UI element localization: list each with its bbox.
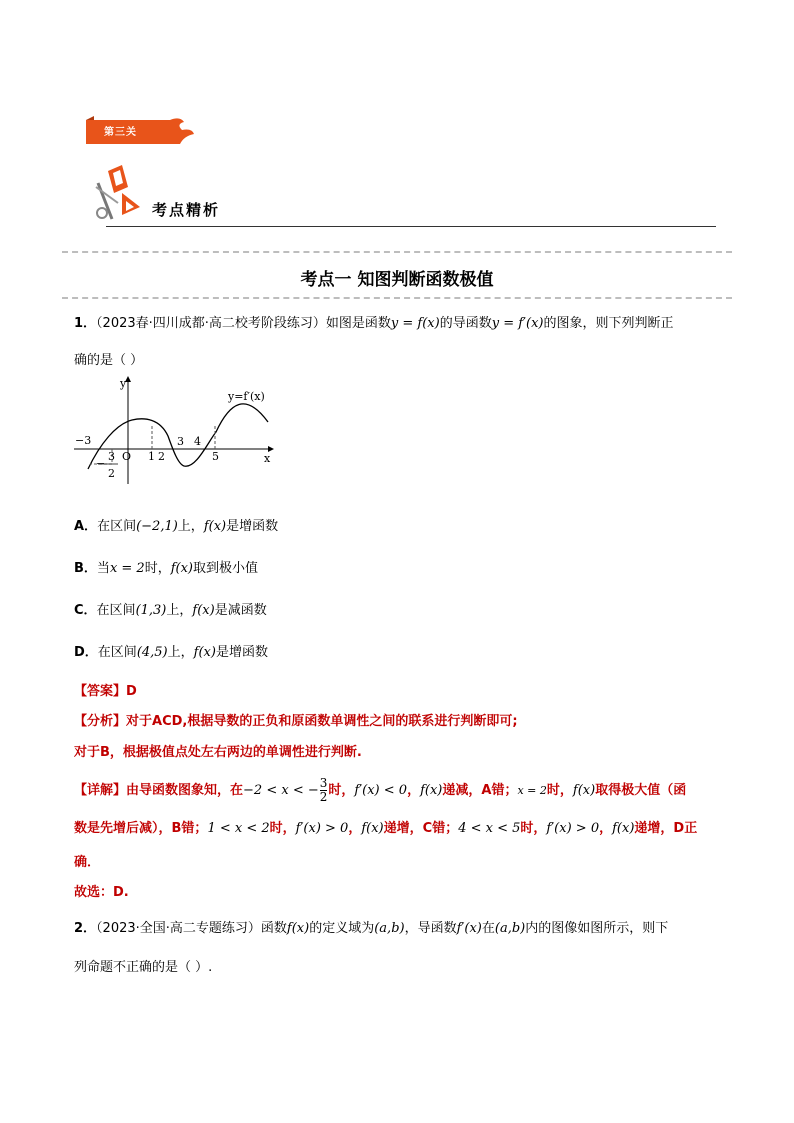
- option-b-post: 时，: [144, 561, 171, 576]
- q1-stem-line2: 确的是（ ）: [74, 353, 144, 368]
- detail-2d: 时，: [269, 821, 296, 836]
- tick-label-3: 3: [177, 435, 184, 448]
- option-a-post: 上，: [177, 519, 204, 534]
- detail-2f: ，: [348, 821, 362, 836]
- detail-line3: 确．: [74, 855, 101, 870]
- detail-2j: 4 < x < 5: [458, 821, 521, 836]
- tick-label-frac-num: 3: [108, 450, 115, 463]
- q2-number: 2．: [74, 921, 97, 936]
- x-axis-label: x: [264, 452, 271, 465]
- answer-value: D: [126, 684, 137, 699]
- tick-label-frac-minus: −: [96, 457, 106, 470]
- option-a-letter: A．: [74, 519, 98, 534]
- analysis-line2: 对于B，根据极值点处左右两边的单调性进行判断.: [74, 745, 362, 760]
- tick-label-5: 5: [212, 450, 219, 463]
- detail-frac-den: 2: [319, 790, 328, 804]
- q2-stem-line2: 列命题不正确的是（ ）.: [74, 960, 213, 975]
- q2-stem-e: 内的图像如图所示，则下: [525, 921, 669, 936]
- q1-expr-f: y = f(x): [390, 316, 440, 331]
- option-d-math: (4,5): [136, 645, 168, 660]
- q1-expr-fprime: y = f′(x): [491, 316, 544, 331]
- answer-tag: 【答案】: [74, 684, 127, 699]
- option-b: [74, 557, 258, 576]
- detail-2k: 时，: [520, 821, 547, 836]
- detail-2p: D正: [673, 821, 698, 836]
- y-axis-label: y: [120, 377, 127, 390]
- detail-2o: 递增，: [634, 821, 674, 836]
- tick-label-4: 4: [194, 435, 201, 448]
- q2-fpx: f′(x): [456, 921, 482, 936]
- option-c-math: (1,3): [135, 603, 167, 618]
- detail-2e: f′(x) > 0: [295, 821, 349, 836]
- detail-1e: ，: [407, 783, 421, 798]
- tick-label-2: 2: [158, 450, 165, 463]
- detail-2g: f(x): [361, 821, 384, 836]
- detail-2i: C错；: [422, 821, 459, 836]
- detail-2b: B错；: [171, 821, 208, 836]
- detail-1b: −2 < x < −: [243, 783, 319, 798]
- section-title: 考点精析: [152, 201, 221, 219]
- q1-number: 1．: [74, 316, 97, 331]
- q1-stem-line1: [74, 312, 674, 331]
- q2-stem-line1: [74, 917, 668, 936]
- q1-stem-c: 的图象，则下列判断正: [543, 316, 674, 331]
- detail-tag: 【详解】: [74, 783, 127, 798]
- option-a-tail: 是增函数: [226, 519, 279, 534]
- detail-2c: 1 < x < 2: [207, 821, 270, 836]
- derivative-graph: [70, 374, 274, 486]
- detail-1a: 由导函数图象知，在: [126, 783, 244, 798]
- tick-label-frac-den: 2: [108, 467, 115, 480]
- option-d: [74, 641, 268, 660]
- detail-1k: f(x): [572, 783, 596, 798]
- dashed-divider-top: [62, 251, 732, 253]
- detail-2a: 数是先增后减），: [74, 821, 172, 836]
- analysis-tag: 【分析】: [74, 714, 127, 729]
- detail-1g: 递减，: [442, 783, 482, 798]
- option-d-fx: f(x): [193, 645, 216, 660]
- option-d-post: 上，: [167, 645, 194, 660]
- option-c: [74, 599, 267, 618]
- dashed-divider-bottom: [62, 297, 732, 299]
- option-c-pre: 在区间: [96, 603, 136, 618]
- option-d-tail: 是增函数: [215, 645, 268, 660]
- q1-stem-a: 如图是函数: [325, 316, 391, 331]
- section-divider: [106, 226, 716, 227]
- q2-ab: (a,b): [374, 921, 405, 936]
- q2-stem-d: 在: [481, 921, 495, 936]
- detail-2n: f(x): [612, 821, 635, 836]
- level-ribbon: [84, 114, 196, 148]
- analysis-text-1: 对于ACD,根据导数的正负和原函数单调性之间的联系进行判断即可;: [126, 714, 518, 729]
- option-b-tail: 取到极小值: [193, 561, 259, 576]
- detail-fraction: [320, 777, 328, 804]
- option-b-fx: f(x): [170, 561, 194, 576]
- tick-label-neg3: −3: [75, 434, 92, 447]
- origin-label: O: [122, 450, 132, 463]
- option-c-post: 上，: [166, 603, 193, 618]
- curve-label: y=f′(x): [228, 390, 265, 403]
- detail-1j: 时，: [546, 783, 573, 798]
- topic-title: 考点一 知图判断函数极值: [300, 270, 494, 290]
- detail-2m: ，: [599, 821, 613, 836]
- q2-stem-c: ，导函数: [404, 921, 457, 936]
- tick-label-1: 1: [148, 450, 155, 463]
- option-d-pre: 在区间: [97, 645, 137, 660]
- analysis-line1: [74, 710, 518, 729]
- detail-1f: f(x): [420, 783, 443, 798]
- detail-2h: 递增，: [383, 821, 423, 836]
- option-b-math: x = 2: [109, 561, 145, 576]
- option-a-pre: 在区间: [97, 519, 137, 534]
- detail-1c: 时，: [328, 783, 355, 798]
- option-c-fx: f(x): [192, 603, 215, 618]
- ribbon-label: 第三关: [104, 127, 137, 138]
- answer-line: [74, 680, 137, 699]
- q2-source: （2023·全国·高二专题练习）: [96, 921, 261, 936]
- q1-stem-b: 的导函数: [439, 316, 492, 331]
- option-a-fx: f(x): [203, 519, 227, 534]
- ruler-compass-icon: [88, 163, 148, 223]
- q1-source: （2023春·四川成都·高二校考阶段练习）: [96, 316, 326, 331]
- q2-fx: f(x): [286, 921, 310, 936]
- detail-1d: f′(x) < 0: [354, 783, 408, 798]
- detail-2l: f′(x) > 0: [546, 821, 600, 836]
- conclusion-line: 故选：D.: [74, 885, 129, 900]
- detail-1h: A错；: [481, 783, 518, 798]
- option-a: [74, 515, 278, 534]
- q2-stem-b: 的定义域为: [309, 921, 375, 936]
- detail-line1: [74, 777, 686, 804]
- option-b-letter: B．: [74, 561, 97, 576]
- detail-1i: x = 2: [517, 784, 547, 797]
- q2-ab2: (a,b): [494, 921, 526, 936]
- option-c-letter: C．: [74, 603, 97, 618]
- option-d-letter: D．: [74, 645, 98, 660]
- q2-stem-a: 函数: [260, 921, 287, 936]
- option-c-tail: 是减函数: [214, 603, 267, 618]
- detail-1l: 取得极大值（函: [595, 783, 687, 798]
- detail-line2: [74, 817, 697, 836]
- option-b-pre: 当: [96, 561, 110, 576]
- detail-frac-num: 3: [319, 776, 328, 790]
- option-a-math: (−2,1): [136, 519, 178, 534]
